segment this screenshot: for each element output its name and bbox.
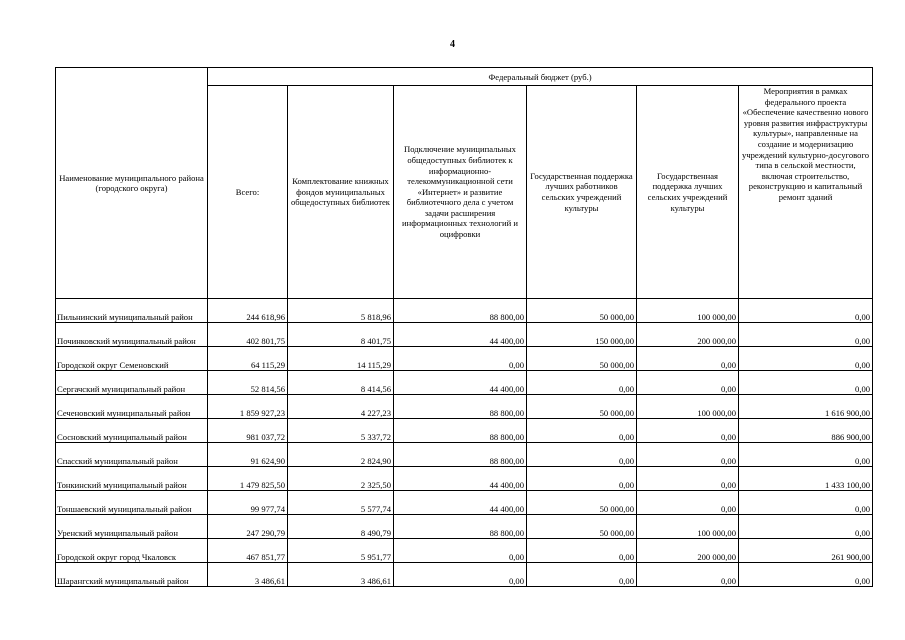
internet-connection-cell: 44 400,00: [394, 491, 527, 515]
column-header-total: Всего:: [208, 86, 288, 299]
column-header-book-funds: Комплектование книжных фондов муниципальных общедоступных библиотек: [288, 86, 394, 299]
internet-connection-cell: 0,00: [394, 563, 527, 587]
district-name-cell: Сергачский муниципальный район: [56, 371, 208, 395]
total-cell: 99 977,74: [208, 491, 288, 515]
district-name-cell: Тоншаевский муниципальный район: [56, 491, 208, 515]
table-row: [56, 299, 873, 323]
best-workers-cell: 0,00: [527, 539, 637, 563]
internet-connection-cell: 44 400,00: [394, 323, 527, 347]
total-cell: 247 290,79: [208, 515, 288, 539]
best-institutions-cell: 200 000,00: [637, 323, 739, 347]
infrastructure-cell: 886 900,00: [739, 419, 873, 443]
internet-connection-cell: 88 800,00: [394, 515, 527, 539]
district-name-cell: Пильнинский муниципальный район: [56, 299, 208, 323]
book-funds-cell: 3 486,61: [288, 563, 394, 587]
best-institutions-cell: 0,00: [637, 563, 739, 587]
district-name-cell: Спасский муниципальный район: [56, 443, 208, 467]
internet-connection-cell: 88 800,00: [394, 395, 527, 419]
table-row: [56, 539, 873, 563]
best-workers-cell: 0,00: [527, 371, 637, 395]
best-workers-cell: 50 000,00: [527, 515, 637, 539]
book-funds-cell: 5 818,96: [288, 299, 394, 323]
best-institutions-cell: 100 000,00: [637, 299, 739, 323]
district-name-cell: Уренский муниципальный район: [56, 515, 208, 539]
infrastructure-cell: 0,00: [739, 443, 873, 467]
district-name-cell: Шарангский муниципальный район: [56, 563, 208, 587]
infrastructure-cell: 0,00: [739, 299, 873, 323]
internet-connection-cell: 88 800,00: [394, 443, 527, 467]
district-name-cell: Городской округ город Чкаловск: [56, 539, 208, 563]
book-funds-cell: 5 951,77: [288, 539, 394, 563]
district-name-header: Наименование муниципального района (городского округа): [56, 68, 208, 299]
best-workers-cell: 0,00: [527, 563, 637, 587]
infrastructure-cell: 1 433 100,00: [739, 467, 873, 491]
best-institutions-cell: 0,00: [637, 371, 739, 395]
federal-budget-header: Федеральный бюджет (руб.): [208, 68, 873, 86]
best-institutions-cell: 0,00: [637, 443, 739, 467]
book-funds-cell: 8 414,56: [288, 371, 394, 395]
book-funds-cell: 4 227,23: [288, 395, 394, 419]
internet-connection-cell: 0,00: [394, 539, 527, 563]
best-institutions-cell: 200 000,00: [637, 539, 739, 563]
best-workers-cell: 150 000,00: [527, 323, 637, 347]
district-name-cell: Сосновский муниципальный район: [56, 419, 208, 443]
best-workers-cell: 0,00: [527, 467, 637, 491]
total-cell: 1 859 927,23: [208, 395, 288, 419]
table-row: [56, 443, 873, 467]
best-institutions-cell: 100 000,00: [637, 515, 739, 539]
column-header-infrastructure-project: Мероприятия в рамках федерального проекта «Обеспечение качественно нового уровня развития инфраструктуры культуры», направленные на создание и модернизацию учреждений культурно-досугового типа в сельской местности, включая строительство, реконструкцию и капитальный ремонт зданий: [739, 86, 873, 299]
infrastructure-cell: 1 616 900,00: [739, 395, 873, 419]
table-row: [56, 323, 873, 347]
column-header-internet-connection: Подключение муниципальных общедоступных библиотек к информационно-телекоммуникационной сети «Интернет» и развитие библиотечного дела с учетом задачи расширения информационных технологий и оцифровки: [394, 86, 527, 299]
table-row: [56, 347, 873, 371]
total-cell: 981 037,72: [208, 419, 288, 443]
total-cell: 467 851,77: [208, 539, 288, 563]
internet-connection-cell: 44 400,00: [394, 467, 527, 491]
table-row: [56, 515, 873, 539]
infrastructure-cell: 0,00: [739, 347, 873, 371]
table-row: [56, 419, 873, 443]
district-name-cell: Городской округ Семеновский: [56, 347, 208, 371]
column-header-best-workers-support: Государственная поддержка лучших работников сельских учреждений культуры: [527, 86, 637, 299]
best-workers-cell: 0,00: [527, 419, 637, 443]
infrastructure-cell: 0,00: [739, 491, 873, 515]
best-institutions-cell: 0,00: [637, 491, 739, 515]
best-workers-cell: 0,00: [527, 443, 637, 467]
district-name-cell: Сеченовский муниципальный район: [56, 395, 208, 419]
book-funds-cell: 2 824,90: [288, 443, 394, 467]
table-row: [56, 395, 873, 419]
total-cell: 1 479 825,50: [208, 467, 288, 491]
infrastructure-cell: 0,00: [739, 323, 873, 347]
internet-connection-cell: 0,00: [394, 347, 527, 371]
best-workers-cell: 50 000,00: [527, 347, 637, 371]
book-funds-cell: 8 401,75: [288, 323, 394, 347]
book-funds-cell: 8 490,79: [288, 515, 394, 539]
infrastructure-cell: 0,00: [739, 563, 873, 587]
infrastructure-cell: 261 900,00: [739, 539, 873, 563]
total-cell: 64 115,29: [208, 347, 288, 371]
page-number: 4: [450, 39, 455, 50]
district-name-cell: Тонкинский муниципальный район: [56, 467, 208, 491]
best-institutions-cell: 0,00: [637, 347, 739, 371]
book-funds-cell: 5 577,74: [288, 491, 394, 515]
district-name-cell: Починковский муниципальный район: [56, 323, 208, 347]
best-institutions-cell: 100 000,00: [637, 395, 739, 419]
infrastructure-cell: 0,00: [739, 371, 873, 395]
internet-connection-cell: 88 800,00: [394, 419, 527, 443]
best-institutions-cell: 0,00: [637, 467, 739, 491]
table-row: [56, 467, 873, 491]
internet-connection-cell: 88 800,00: [394, 299, 527, 323]
best-workers-cell: 50 000,00: [527, 491, 637, 515]
total-cell: 3 486,61: [208, 563, 288, 587]
book-funds-cell: 5 337,72: [288, 419, 394, 443]
book-funds-cell: 14 115,29: [288, 347, 394, 371]
column-header-best-institutions-support: Государственная поддержка лучших сельских учреждений культуры: [637, 86, 739, 299]
total-cell: 402 801,75: [208, 323, 288, 347]
total-cell: 91 624,90: [208, 443, 288, 467]
internet-connection-cell: 44 400,00: [394, 371, 527, 395]
best-workers-cell: 50 000,00: [527, 395, 637, 419]
best-institutions-cell: 0,00: [637, 419, 739, 443]
infrastructure-cell: 0,00: [739, 515, 873, 539]
table-row: [56, 371, 873, 395]
book-funds-cell: 2 325,50: [288, 467, 394, 491]
federal-budget-table: [55, 67, 873, 587]
table-row: [56, 491, 873, 515]
total-cell: 244 618,96: [208, 299, 288, 323]
best-workers-cell: 50 000,00: [527, 299, 637, 323]
table-row: [56, 563, 873, 587]
total-cell: 52 814,56: [208, 371, 288, 395]
